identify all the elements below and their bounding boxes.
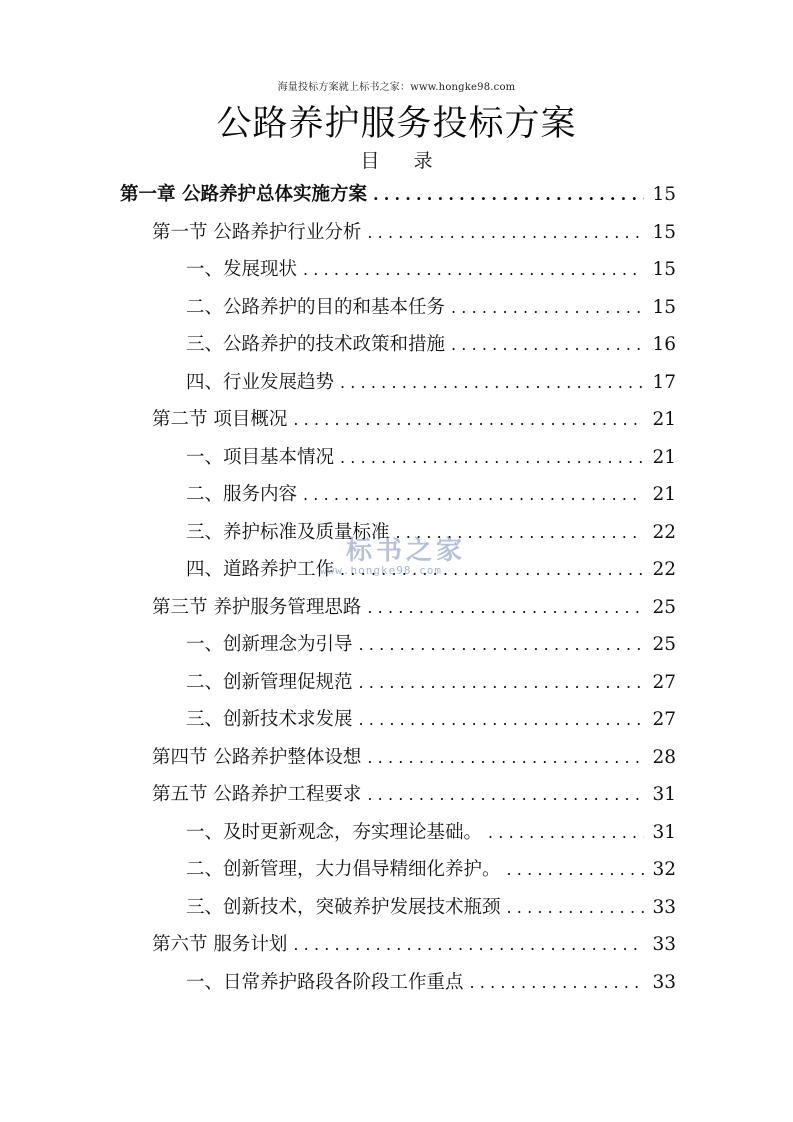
toc-entry-page: 21	[652, 446, 676, 468]
toc-entry[interactable]	[120, 364, 676, 402]
toc-entry-page: 27	[652, 671, 676, 693]
toc-entry-label: 一、及时更新观念，夯实理论基础。	[186, 821, 483, 843]
toc-entry[interactable]	[120, 589, 676, 627]
toc-entry-label: 第二节 项目概况	[152, 409, 288, 430]
toc-leader-dots	[340, 551, 644, 589]
toc-leader-dots	[367, 776, 644, 814]
toc-leader-dots	[340, 439, 644, 477]
toc-leader-dots	[367, 589, 644, 627]
toc-entry[interactable]	[120, 476, 676, 514]
toc-entry-label: 三、创新技术求发展	[186, 709, 353, 730]
toc-entry-label: 四、行业发展趋势	[186, 371, 335, 393]
toc-entry-label: 第四节 公路养护整体设想	[152, 746, 362, 768]
toc-leader-dots	[488, 814, 644, 852]
toc-entry-label: 二、创新管理促规范	[186, 671, 353, 693]
toc-entry[interactable]	[120, 251, 676, 289]
toc-leader-dots	[373, 176, 644, 214]
toc-leader-dots	[359, 626, 644, 664]
toc-entry-label: 一、创新理念为引导	[186, 634, 353, 655]
toc-entry-page: 28	[652, 746, 676, 768]
toc-leader-dots	[470, 964, 644, 1002]
toc-entry[interactable]	[120, 776, 676, 814]
toc-entry-page: 31	[652, 784, 676, 805]
watermark-name: 标书之家	[346, 536, 467, 566]
toc-entry-page: 33	[652, 971, 676, 993]
toc-entry[interactable]	[120, 326, 676, 364]
toc-leader-dots	[507, 889, 644, 927]
toc-entry-page: 21	[652, 484, 676, 505]
toc-leader-dots	[507, 851, 644, 889]
toc-entry-label: 一、项目基本情况	[186, 446, 335, 468]
toc-leader-dots	[303, 476, 644, 514]
toc-leader-dots	[367, 214, 644, 252]
toc-entry[interactable]	[120, 401, 676, 439]
toc-entry-page: 16	[652, 334, 676, 355]
toc-leader-dots	[359, 701, 644, 739]
toc-entry[interactable]	[120, 551, 676, 589]
toc-entry[interactable]	[120, 739, 676, 777]
toc-entry-page: 22	[652, 559, 676, 580]
toc-entry-label: 二、公路养护的目的和基本任务	[186, 296, 446, 318]
table-of-contents	[120, 176, 676, 1001]
toc-entry-label: 第六节 服务计划	[152, 934, 288, 955]
toc-entry-page: 25	[652, 596, 676, 618]
toc-entry-page: 25	[652, 634, 676, 655]
toc-entry[interactable]	[120, 664, 676, 702]
toc-entry-label: 四、道路养护工作	[186, 559, 335, 580]
toc-entry[interactable]	[120, 214, 676, 252]
document-title: 公路养护服务投标方案	[216, 104, 577, 144]
toc-entry[interactable]	[120, 889, 676, 927]
toc-entry-label: 一、日常养护路段各阶段工作重点	[186, 971, 464, 993]
toc-entry[interactable]	[120, 439, 676, 477]
toc-entry-page: 33	[652, 896, 676, 918]
toc-entry-page: 15	[652, 259, 676, 280]
toc-entry-label: 三、养护标准及质量标准	[186, 521, 390, 543]
toc-entry-label: 一、发展现状	[186, 259, 298, 280]
toc-entry-label: 第一节 公路养护行业分析	[152, 221, 362, 243]
toc-entry-page: 32	[652, 859, 676, 880]
toc-heading: 目 录	[360, 150, 447, 172]
toc-leader-dots	[451, 289, 644, 327]
toc-leader-dots	[340, 364, 644, 402]
toc-entry-page: 15	[652, 296, 676, 318]
toc-leader-dots	[293, 926, 644, 964]
toc-entry[interactable]	[120, 701, 676, 739]
toc-entry-page: 15	[652, 184, 676, 205]
toc-entry-label: 第五节 公路养护工程要求	[152, 784, 362, 805]
toc-entry-label: 三、创新技术，突破养护发展技术瓶颈	[186, 896, 501, 918]
toc-leader-dots	[367, 739, 644, 777]
toc-leader-dots	[396, 514, 644, 552]
toc-entry[interactable]	[120, 814, 676, 852]
toc-entry[interactable]	[120, 626, 676, 664]
toc-leader-dots	[359, 664, 644, 702]
toc-entry-page: 27	[652, 709, 676, 730]
toc-entry-page: 17	[652, 371, 676, 393]
toc-entry-label: 第一章 公路养护总体实施方案	[120, 184, 367, 205]
toc-entry[interactable]	[120, 926, 676, 964]
toc-entry-label: 三、公路养护的技术政策和措施	[186, 334, 446, 355]
header-note: 海量投标方案就上标书之家：www.hongke98.com	[277, 82, 516, 93]
toc-entry-label: 第三节 养护服务管理思路	[152, 596, 362, 618]
toc-leader-dots	[451, 326, 644, 364]
toc-entry[interactable]	[120, 514, 676, 552]
toc-leader-dots	[303, 251, 644, 289]
toc-entry[interactable]	[120, 851, 676, 889]
toc-entry-page: 22	[652, 521, 676, 543]
toc-entry-label: 二、创新管理，大力倡导精细化养护。	[186, 859, 501, 880]
toc-entry-page: 31	[652, 821, 676, 843]
toc-entry[interactable]	[120, 964, 676, 1002]
toc-entry[interactable]	[120, 176, 676, 214]
toc-entry-label: 二、服务内容	[186, 484, 298, 505]
watermark-url: www.hongke98.com	[320, 564, 442, 577]
toc-entry-page: 33	[652, 934, 676, 955]
toc-entry-page: 15	[652, 221, 676, 243]
toc-entry[interactable]	[120, 289, 676, 327]
toc-leader-dots	[293, 401, 644, 439]
toc-entry-page: 21	[652, 409, 676, 430]
